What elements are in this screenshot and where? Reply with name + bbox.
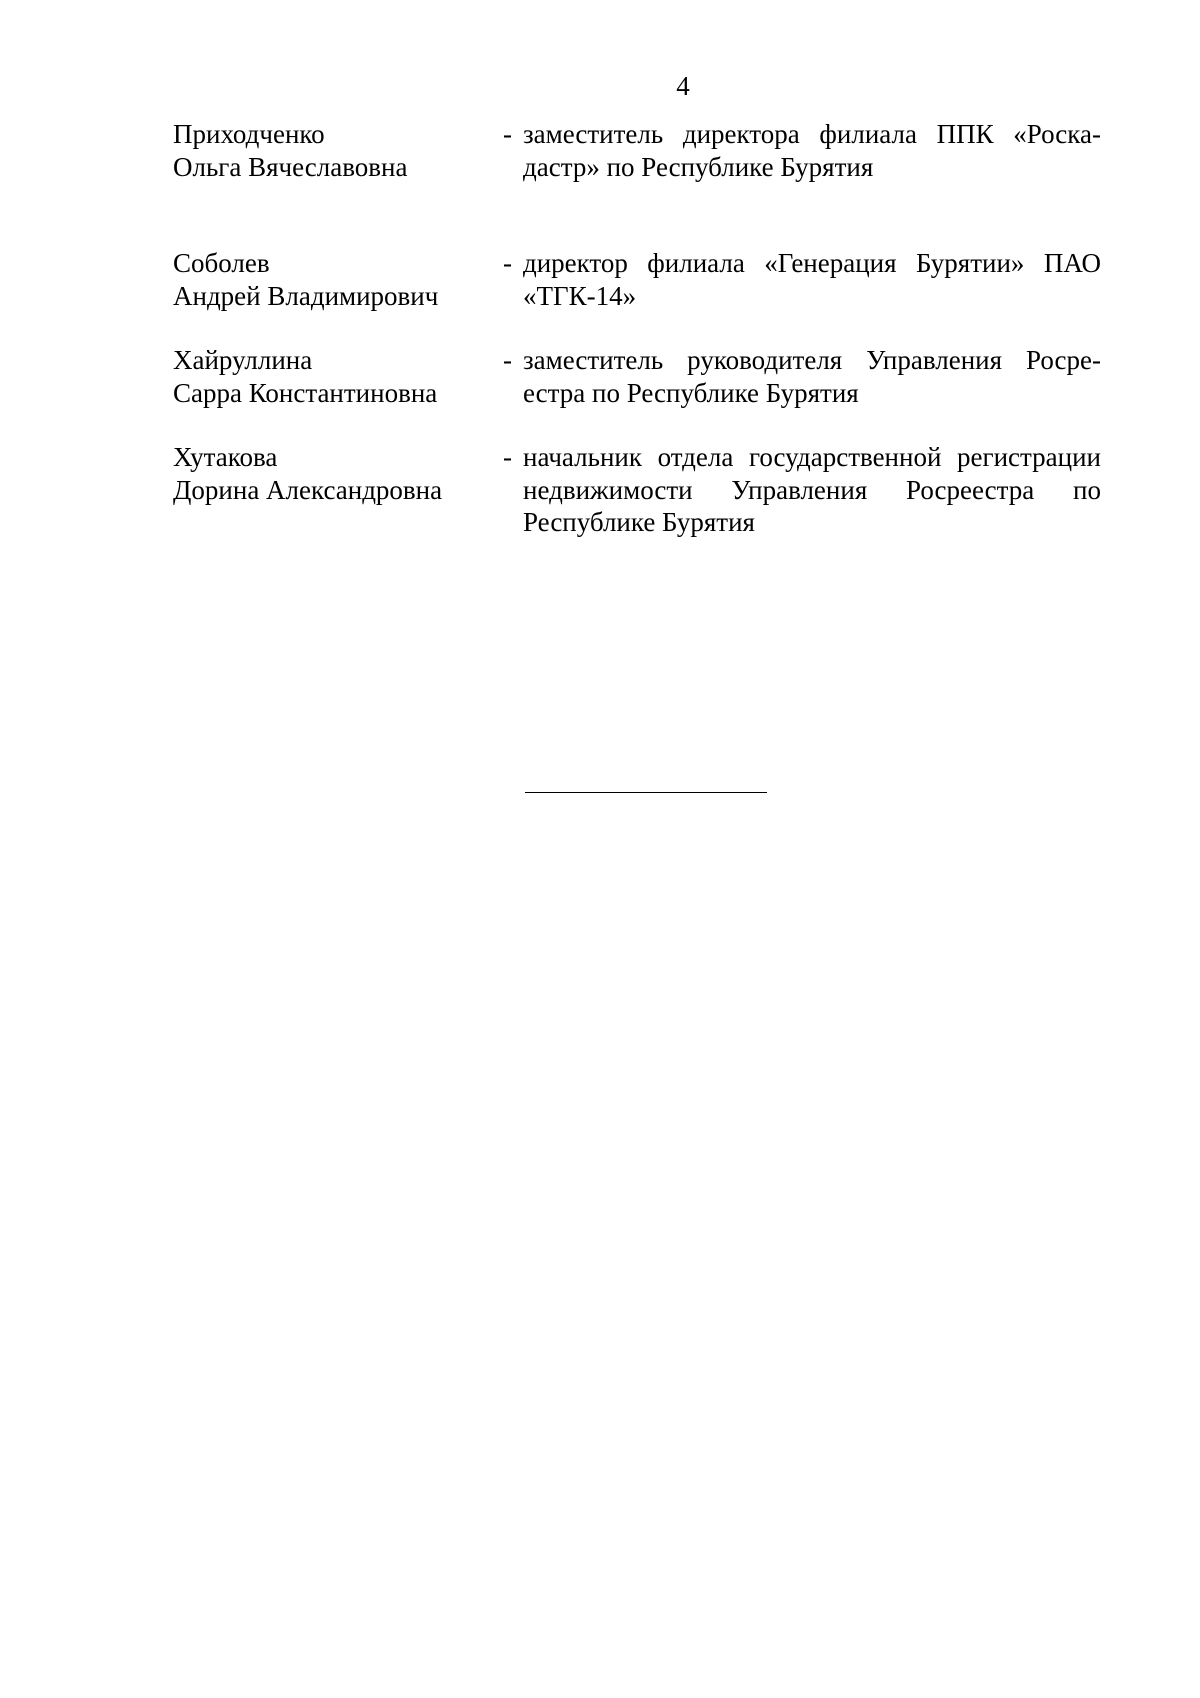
member-name [173,344,503,409]
member-given-names: Сарра Константиновна [173,377,438,408]
member-given-names: Андрей Владимирович [173,280,439,311]
member-surname: Приходченко [173,119,325,149]
member-entry [173,118,1101,183]
member-entry [173,441,1101,539]
member-surname: Хайруллина [173,345,313,375]
commission-member-list [173,118,1101,539]
member-role: директор филиала «Генерация Бурятии» ПАО «ТГК-14» [523,248,1101,311]
member-dash: - [503,119,512,149]
member-dash: - [503,442,512,472]
member-role: заместитель руководителя Управления Росреестра по Республике Бурятия [523,345,1101,408]
member-entry [173,344,1101,409]
member-entry [173,247,1101,312]
member-surname: Соболев [173,248,270,278]
member-name [173,118,503,183]
member-surname: Хутакова [173,442,278,472]
end-of-list-divider [525,792,767,793]
member-role: заместитель директора филиала ППК «Роскадастр» по Республике Бурятия [523,119,1101,182]
member-given-names: Дорина Александровна [173,474,443,505]
member-given-names: Ольга Вячеславовна [173,151,408,182]
page-number: 4 [676,71,690,101]
member-role: начальник отдела государственной регистрации недвижимости Управления Росреестра по Республике Бурятия [523,442,1101,537]
member-dash: - [503,248,512,278]
member-dash: - [503,345,512,375]
member-name [173,247,503,312]
member-name [173,441,503,539]
